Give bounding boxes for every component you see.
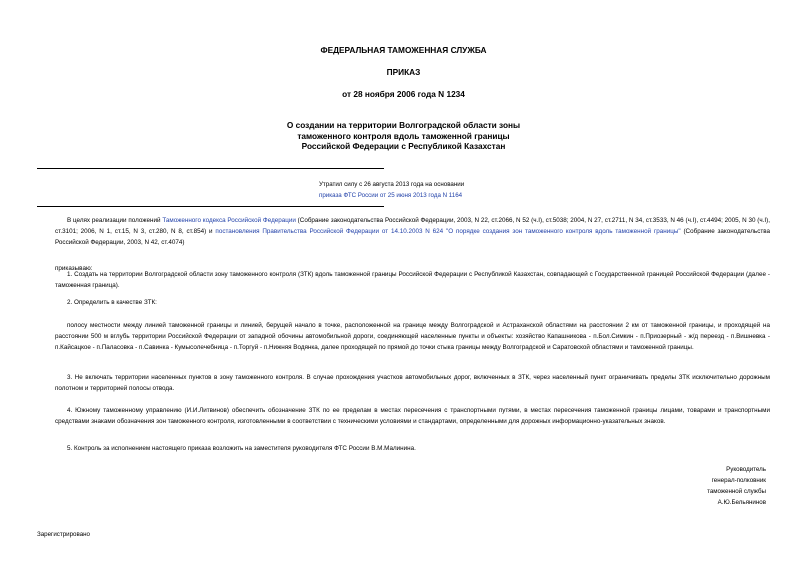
- order-item-text: 2. Определить в качестве ЗТК:: [67, 299, 157, 306]
- preamble-text: В целях реализации положений: [67, 217, 163, 224]
- order-item-text: 3. Не включать территории населенных пунктов в зону таможенного контроля. В случае прохождения участков автомобильных дорог, включенных в ЗТК, через населенный пункт ограничивать пределы ЗТК исключительно дорожным полотном и территорией полосы отвода.: [55, 374, 770, 392]
- divider: [37, 206, 384, 207]
- document-subject: [0, 120, 807, 152]
- subject-line: таможенного контроля вдоль таможенной границы: [297, 130, 510, 141]
- preamble-text: (Собрание законодательства Российской Федерации, 2003, N 42, ст.4074): [55, 227, 770, 246]
- document-date-number: от 28 ноября 2006 года N 1234: [342, 89, 465, 99]
- customs-code-link[interactable]: Таможенного кодекса Российской Федерации: [162, 217, 296, 224]
- order-item-text: 1. Создать на территории Волгоградской области зону таможенного контроля (ЗТК) вдоль таможенной границы Российской Федерации с Республикой Казахстан, совпадающей с Государственной границей Российской Федерации (далее - таможенная граница).: [55, 271, 770, 289]
- preamble-text: (Собрание законодательства Российской Федерации, 2003, N 22, ст.2066, N 52 (ч.I), ст.5038; 2004, N 27, ст.2711, N 34, ст.3533, N 46 (ч.I), ст.4494; 2005, N 30 (ч.I), ст.3101; 2006, N 1, ст.15, N 3, ст.280, N 8, ст.854) и: [55, 217, 770, 235]
- signature-title: Руководитель: [726, 466, 766, 473]
- order-item-3: [55, 373, 770, 395]
- subject-line: Российской Федерации с Республикой Казахстан: [301, 141, 506, 152]
- repeal-order-link[interactable]: приказа ФТС России от 25 июня 2013 года N 1164: [319, 192, 463, 199]
- order-item-text: 4. Южному таможенному управлению (И.И.Литвинов) обеспечить обозначение ЗТК по ее пределам в местах пересечения с транспортными путями, в местах пересечения таможенной границы лицами, товарами и транспортными средствами знаками обозначения зон таможенного контроля, изготовленными в соответствии с техническими условиями и стандартами, определенными для дорожных информационно-указательных знаков.: [55, 407, 770, 425]
- signature-rank: генерал-полковник: [711, 477, 766, 484]
- order-item-2-detail: [55, 321, 770, 353]
- order-item-text: 5. Контроль за исполнением настоящего приказа возложить на заместителя руководителя ФТС России В.М.Малинина.: [67, 445, 416, 452]
- agency-title: ФЕДЕРАЛЬНАЯ ТАМОЖЕННАЯ СЛУЖБА: [320, 45, 487, 55]
- government-resolution-link[interactable]: постановления Правительства Российской Федерации от 14.10.2003 N 624 "О порядке создания зон таможенного контроля вдоль таможенной границы": [215, 227, 681, 235]
- signature-service: таможенной службы: [707, 488, 766, 495]
- status-note: Утратил силу с 26 августа 2013 года на основании: [319, 181, 465, 188]
- document-type: ПРИКАЗ: [386, 67, 421, 77]
- registration-note: Зарегистрировано: [37, 531, 90, 538]
- preamble-paragraph: [55, 216, 770, 248]
- subject-line: О создании на территории Волгоградской области зоны: [286, 120, 521, 130]
- status-note-link-line: [319, 191, 519, 202]
- order-verb: приказываю:: [55, 265, 93, 272]
- order-item-1: [55, 270, 770, 292]
- signature-block: [707, 464, 766, 508]
- order-item-4: [55, 406, 770, 428]
- order-item-text: полосу местности между линией таможенной границы и линией, берущей начало в точке, расположенной на границе между Волгоградской и Астраханской областями на расстоянии 2 км от таможенной границы, и проходящей на расстоянии 500 м вглубь территории Российской Федерации от западной обочины автомобильной дороги, соединяющей населенные пункты и объекты: хозяйство Капашникова - п.Бол.Симкин - п.Приозерный - ж/д переезд - п.Вишневка - п.Кайсацкое - п.Паласовка - п.Савинка - Кумысолечебница - п.Торгуй - п.Нижняя Водянка, далее проходящей по прямой до точки стыка границы между Волгоградской и Саратовской областями и таможенной границы.: [55, 322, 770, 351]
- signature-name: А.Ю.Бельянинов: [717, 499, 766, 506]
- order-item-2: [55, 298, 770, 309]
- order-item-5: [55, 444, 770, 455]
- divider: [37, 168, 384, 169]
